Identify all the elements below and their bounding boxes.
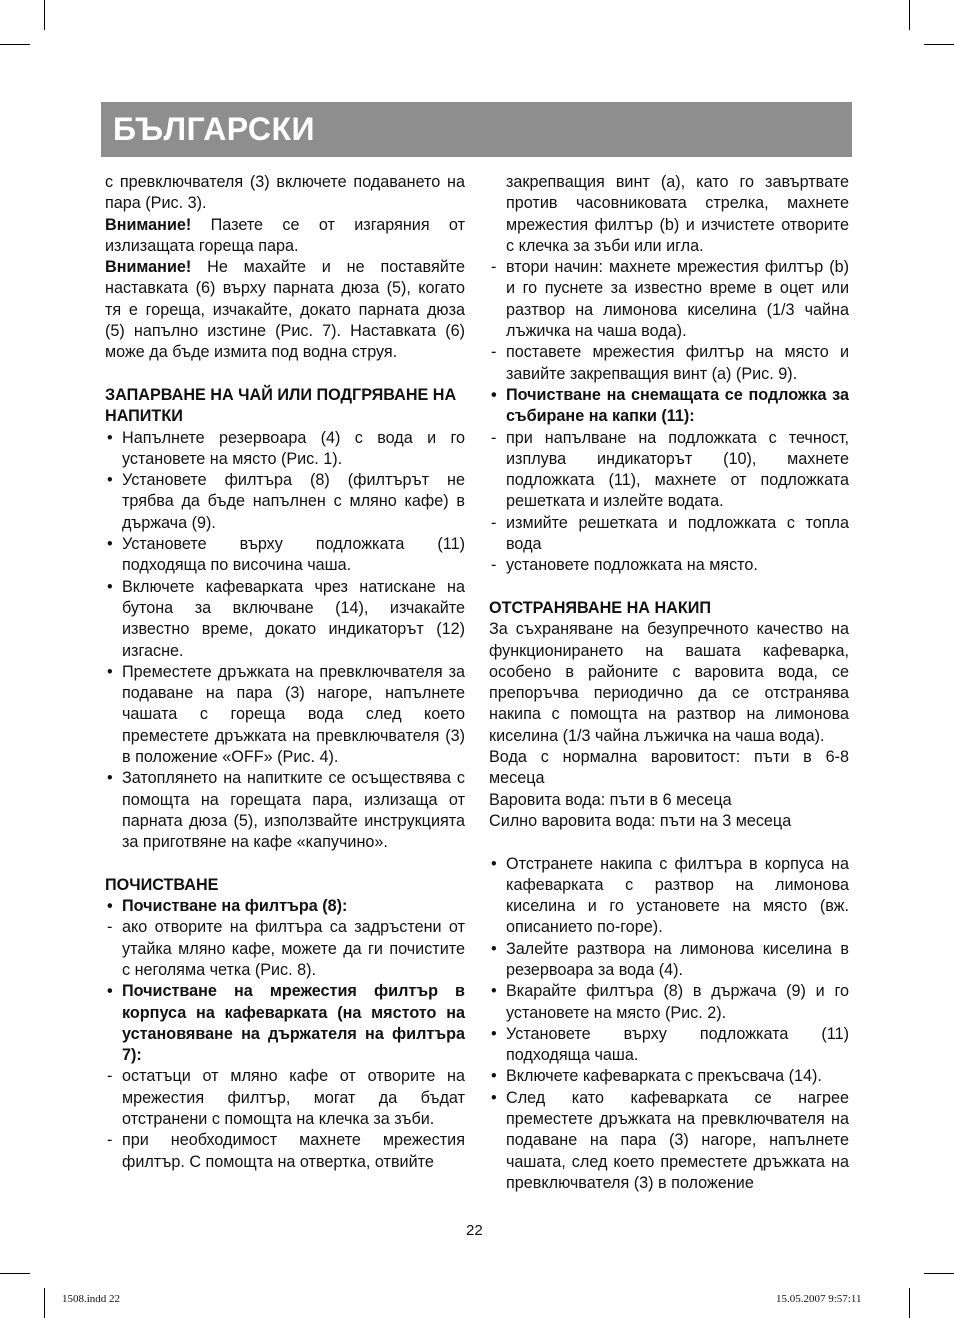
list-item xyxy=(489,428,849,513)
hardness-line: Варовита вода: пъти в 6 месеца xyxy=(489,790,732,809)
list-item xyxy=(489,1066,849,1087)
warning-paragraph xyxy=(105,215,465,258)
list-item-text: Установете върху подложката (11) подходяща чаша. xyxy=(506,1024,849,1065)
crop-mark xyxy=(909,0,910,30)
section-heading: ЗАПАРВАНЕ НА ЧАЙ ИЛИ ПОДГРЯВАНЕ НА НАПИТКИ xyxy=(105,385,457,426)
page-title: БЪЛГАРСКИ xyxy=(113,111,315,147)
bullet-marker: - xyxy=(491,556,497,575)
list-item xyxy=(105,428,465,471)
list-item xyxy=(489,939,849,982)
bullet-marker: • xyxy=(107,897,113,916)
list-item-text: След като кафеварката се нагрее преместете дръжката на превключвателя на подаване на пара (3) нагоре, напълнете чашата, след което преместете дръжката на превключвателя (3) в положение xyxy=(506,1088,849,1192)
list-item xyxy=(489,342,849,385)
list-item xyxy=(105,577,465,662)
bullet-marker: • xyxy=(491,1067,497,1086)
list-item-text: Установете върху подложката (11) подходяща по височина чаша. xyxy=(122,535,465,575)
list-item xyxy=(105,534,465,577)
warning-paragraph xyxy=(105,257,465,363)
hardness-line: Вода с нормална варовитост: пъти в 6-8 месеца xyxy=(489,748,849,788)
list-item-text: ако отворите на филтъра са задръстени от утайка мляно кафе, можете да ги почистите с неголяма четка (Рис. 8). xyxy=(122,918,465,979)
warning-label: Внимание! xyxy=(105,258,192,277)
list-item xyxy=(105,768,465,853)
bullet-marker: • xyxy=(107,535,113,554)
hardness-line: Силно варовита вода: пъти на 3 месеца xyxy=(489,811,792,830)
list-item xyxy=(489,854,849,939)
list-item-text: установете подложката на място. xyxy=(506,556,758,575)
list-item-text: Почистване на филтъра (8): xyxy=(122,897,348,916)
bullet-marker: - xyxy=(491,513,497,532)
bullet-marker: - xyxy=(107,1067,113,1086)
warning-text: Пазете се от изгаряния от излизащата гореща пара. xyxy=(105,215,465,255)
crop-mark xyxy=(924,44,954,45)
bullet-marker: • xyxy=(491,939,497,958)
bullet-marker: • xyxy=(107,471,113,490)
list-item xyxy=(489,555,849,576)
list-item-text: Почистване на мрежестия филтър в корпуса на кафеварката (на мястото на установяване на държателя на филтъра 7): xyxy=(122,982,465,1065)
list-item-text: Отстранете накипа с филтъра в корпуса на кафеварката с разтвор на лимонова киселина и го установете на място (вж. описанието по-горе). xyxy=(506,854,849,937)
list-item xyxy=(105,662,465,768)
bullet-marker: • xyxy=(491,385,497,404)
section-heading: ОТСТРАНЯВАНЕ НА НАКИП xyxy=(489,598,712,617)
slug-date: 15.05.2007 9:57:11 xyxy=(776,1293,862,1305)
list-item-text: Залейте разтвора на лимонова киселина в резервоара за вода (4). xyxy=(506,939,849,979)
list-item-text: Затоплянето на напитките се осъществява с помощта на горещата пара, излизаща от парната дюза (5), използвайте инструкцията за приготвяне на кафе «капучино». xyxy=(122,769,465,852)
bullet-marker: - xyxy=(491,428,497,447)
list-item xyxy=(105,1130,465,1173)
bullet-marker: • xyxy=(107,662,113,681)
bullet-marker: • xyxy=(491,1088,497,1107)
list-item xyxy=(105,917,465,981)
bullet-marker: • xyxy=(491,1024,497,1043)
paragraph: закрепващия винт (а), като го завъртвате против часовниковата стрелка, махнете мрежестия филтър (b) и изчистете отворите с клечка за зъби или игла. xyxy=(506,173,849,255)
tea-list xyxy=(105,428,465,854)
slug-file: 1508.indd 22 xyxy=(62,1293,121,1305)
bullet-marker: - xyxy=(107,918,113,937)
language-header xyxy=(101,102,852,157)
bullet-marker: • xyxy=(107,769,113,788)
crop-mark xyxy=(909,1288,910,1318)
list-item xyxy=(105,470,465,534)
list-item-text: при необходимост махнете мрежестия филтър. С помощта на отвертка, отвийте xyxy=(122,1131,465,1171)
warning-label: Внимание! xyxy=(105,215,192,234)
crop-mark xyxy=(924,1273,954,1274)
clean-list xyxy=(105,896,465,1173)
list-item xyxy=(489,1024,849,1067)
bullet-marker: - xyxy=(491,258,497,277)
list-item xyxy=(489,513,849,556)
bullet-marker: • xyxy=(107,577,113,596)
list-item-text: Включете кафеварката с прекъсвача (14). xyxy=(506,1067,822,1086)
warning-text: Не махайте и не поставяйте наставката (6) върху парната дюза (5), когато тя е гореща, изчакайте, докато парната дюза (5) напълно изстине (Рис. 7). Наставката (6) може да бъде измита под водна струя. xyxy=(105,258,465,362)
bullet-marker: - xyxy=(491,343,497,362)
crop-mark xyxy=(44,1288,45,1318)
bullet-marker: • xyxy=(491,854,497,873)
list-item xyxy=(105,1066,465,1130)
bullet-marker: • xyxy=(107,982,113,1001)
crop-mark xyxy=(44,0,45,30)
list-item-text: измийте решетката и подложката с топла вода xyxy=(506,513,849,554)
crop-mark xyxy=(0,44,30,45)
list-item-text: Установете филтъра (8) (филтърът не трябва да бъде напълнен с мляно кафе) в държача (9). xyxy=(122,471,465,532)
descale-list xyxy=(489,854,849,1195)
list-item-text: втори начин: махнете мрежестия филтър (b) и го пуснете за известно време в оцет или разтвор на лимонова киселина (1/3 чайна лъжичка на чаша вода). xyxy=(506,258,849,341)
list-item-text: при напълване на подложката с течност, изплува индикаторът (10), махнете подложката (11), махнете от подложката решетката и излейте водата. xyxy=(506,428,849,511)
bullet-marker: - xyxy=(107,1131,113,1150)
left-column xyxy=(105,172,465,1173)
paragraph: За съхраняване на безупречното качество на функционирането на вашата кафеварка, особено в районите с варовита вода, се препоръчва периодично да се отстранява накипа с помощта на разтвор на лимонова киселина (1/3 чайна лъжичка на чаша вода). xyxy=(489,620,849,745)
list-item xyxy=(489,257,849,342)
list-item xyxy=(105,981,465,1066)
list-item xyxy=(105,896,465,917)
list-item-text: Вкарайте филтъра (8) в държача (9) и го установете на място (Рис. 2). xyxy=(506,982,849,1022)
list-item xyxy=(489,385,849,428)
bullet-marker: • xyxy=(491,982,497,1001)
list-item-text: Почистване на снемащата се подложка за събиране на капки (11): xyxy=(506,385,849,426)
bullet-marker: • xyxy=(107,428,113,447)
list-item-text: Включете кафеварката чрез натискане на бутона за включване (14), изчакайте известно време, докато индикаторът (12) изгасне. xyxy=(122,577,465,660)
list-item-text: Преместете дръжката на превключвателя за подаване на пара (3) нагоре, напълнете чашата с гореща вода след което преместете дръжката на превключвателя (3) в положение «OFF» (Рис. 4). xyxy=(122,662,465,767)
list-item-text: остатъци от мляно кафе от отворите на мрежестия филтър, могат да бъдат отстранени с помощта на клечка за зъби. xyxy=(122,1067,465,1129)
list-item-text: Напълнете резервоара (4) с вода и го установете на място (Рис. 1). xyxy=(122,428,465,468)
section-heading: ПОЧИСТВАНЕ xyxy=(105,875,219,894)
list-item-text: поставете мрежестия филтър на място и завийте закрепващия винт (а) (Рис. 9). xyxy=(506,343,849,383)
list-item xyxy=(489,981,849,1024)
clean-list-continued xyxy=(489,257,849,576)
crop-mark xyxy=(0,1273,30,1274)
paragraph: с превключвателя (3) включете подаването на пара (Рис. 3). xyxy=(105,173,465,213)
page-number: 22 xyxy=(466,1222,483,1239)
list-item xyxy=(489,1088,849,1194)
right-column xyxy=(489,172,849,1194)
